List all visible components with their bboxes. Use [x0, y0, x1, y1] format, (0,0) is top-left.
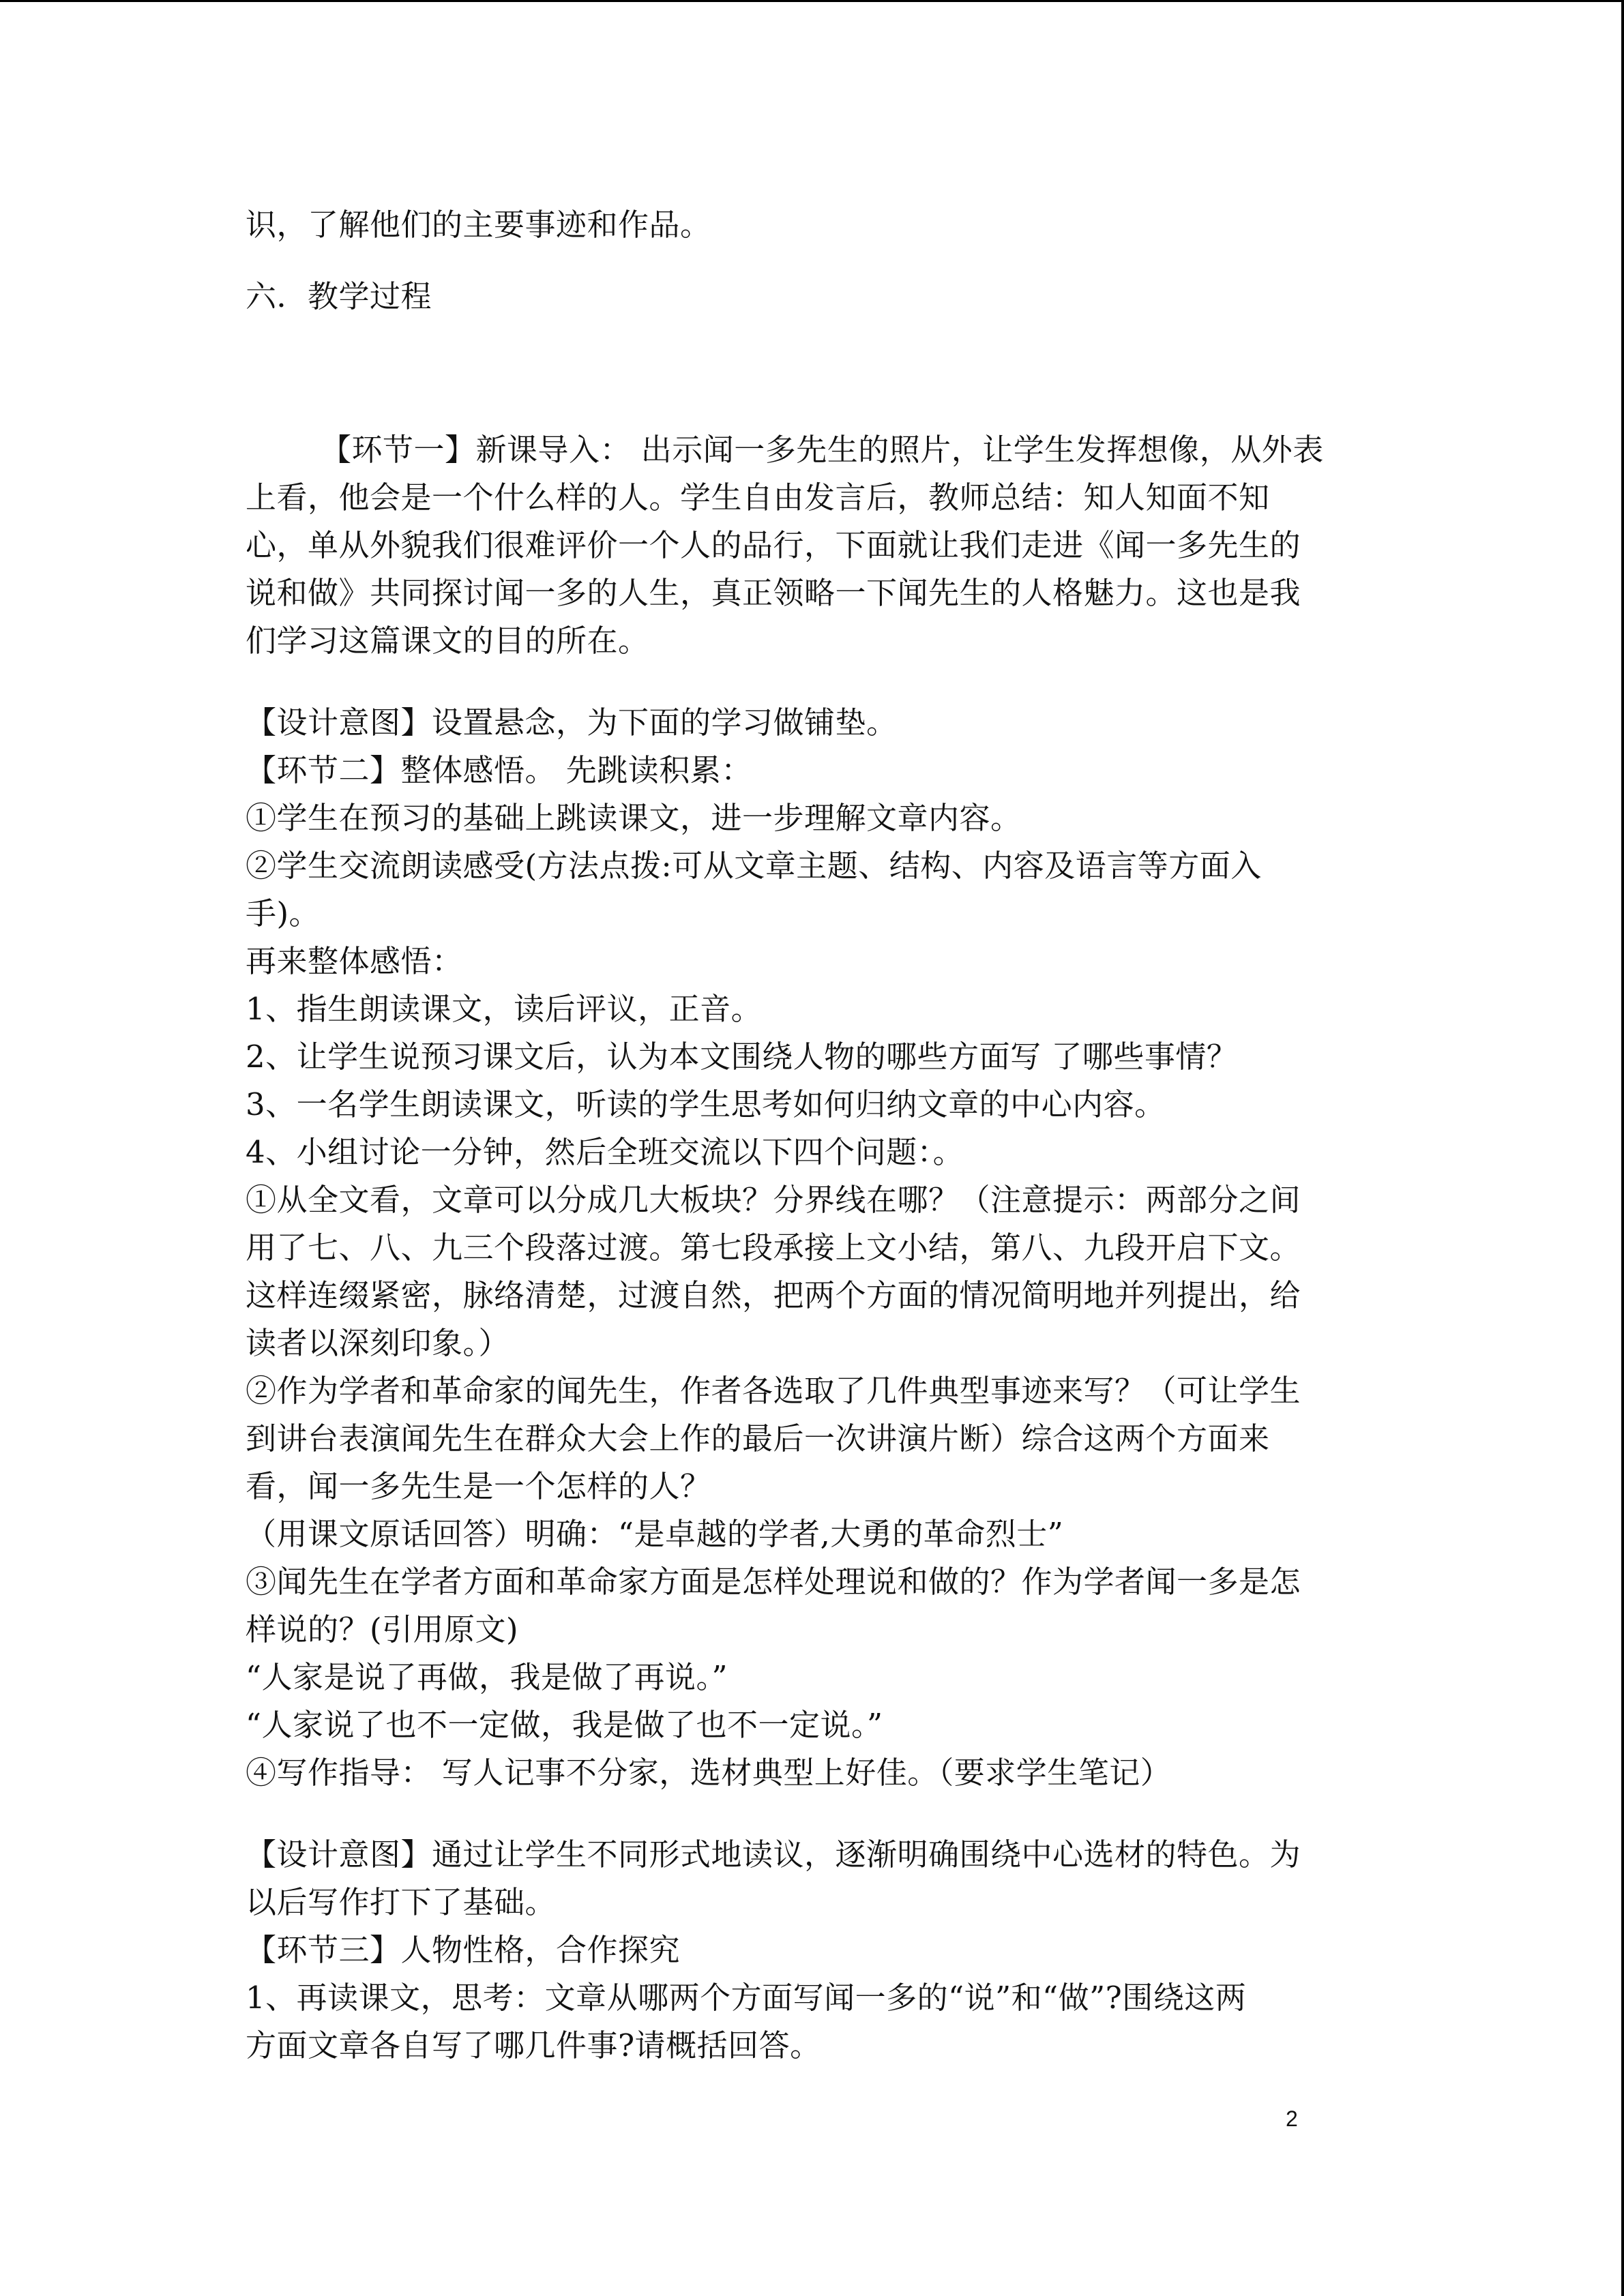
list-item: 1、指生朗读课文，读后评议，正音。 [246, 991, 763, 1027]
quote-line: “人家是说了再做，我是做了再说。” [246, 1659, 728, 1695]
text-line: 识，了解他们的主要事迹和作品。 [246, 207, 711, 243]
list-item: 样说的？(引用原文) [246, 1611, 519, 1648]
list-item: 2、让学生说预习课文后，认为本文围绕人物的哪些方面写 了哪些事情？ [246, 1039, 1238, 1075]
section-step-heading: 【环节二】整体感悟。 先跳读积累： [246, 752, 752, 788]
list-item: 这样连缀紧密，脉络清楚，过渡自然，把两个方面的情况简明地并列提出，给 [246, 1277, 1301, 1313]
section-heading: 六．教学过程 [246, 278, 432, 314]
design-intent-line: 【设计意图】设置悬念，为下面的学习做铺垫。 [246, 704, 898, 741]
paragraph-line: 心，单从外貌我们很难评价一个人的品行，下面就让我们走进《闻一多先生的 [246, 527, 1301, 563]
list-item: ④写作指导： 写人记事不分家，选材典型上好佳。（要求学生笔记） [246, 1755, 1172, 1791]
page-top-border [0, 0, 1624, 2]
list-item: ①从全文看，文章可以分成几大板块？分界线在哪？（注意提示：两部分之间 [246, 1182, 1301, 1218]
list-item: 1、再读课文，思考：文章从哪两个方面写闻一多的“说”和“做”?围绕这两 [246, 1980, 1247, 2016]
list-item: （用课文原话回答）明确：“是卓越的学者,大勇的革命烈士” [246, 1516, 1064, 1552]
paragraph-line: 【环节一】新课导入： 出示闻一多先生的照片，让学生发挥想像，从外表 [321, 432, 1324, 468]
list-item: 手)。 [246, 895, 321, 931]
text-line: 再来整体感悟： [246, 943, 463, 979]
list-item: 看，闻一多先生是一个怎样的人？ [246, 1468, 711, 1504]
list-item: 4、小组讨论一分钟，然后全班交流以下四个问题：。 [246, 1134, 964, 1170]
list-item: ③闻先生在学者方面和革命家方面是怎样处理说和做的？作为学者闻一多是怎 [246, 1564, 1301, 1600]
page-right-border [1621, 0, 1624, 2296]
paragraph-line: 上看，他会是一个什么样的人。学生自由发言后，教师总结：知人知面不知 [246, 479, 1270, 516]
list-item: ②学生交流朗读感受(方法点拨:可从文章主题、结构、内容及语言等方面入 [246, 848, 1262, 884]
section-step-heading: 【环节三】人物性格，合作探究 [246, 1932, 681, 1968]
list-item: 3、一名学生朗读课文，听读的学生思考如何归纳文章的中心内容。 [246, 1086, 1166, 1122]
page-number: 2 [1286, 2106, 1298, 2131]
paragraph-line: 们学习这篇课文的目的所在。 [246, 623, 649, 659]
list-item: ①学生在预习的基础上跳读课文，进一步理解文章内容。 [246, 800, 1022, 836]
paragraph-line: 说和做》共同探讨闻一多的人生，真正领略一下闻先生的人格魅力。这也是我 [246, 575, 1301, 611]
list-item: ②作为学者和革命家的闻先生，作者各选取了几件典型事迹来写？（可让学生 [246, 1373, 1301, 1409]
list-item: 到讲台表演闻先生在群众大会上作的最后一次讲演片断）综合这两个方面来 [246, 1420, 1270, 1457]
quote-line: “人家说了也不一定做，我是做了也不一定说。” [246, 1707, 883, 1743]
design-intent-line: 以后写作打下了基础。 [246, 1884, 557, 1920]
design-intent-line: 【设计意图】通过让学生不同形式地读议，逐渐明确围绕中心选材的特色。为 [246, 1836, 1301, 1873]
list-item: 读者以深刻印象。） [246, 1325, 510, 1361]
list-item: 用了七、八、九三个段落过渡。第七段承接上文小结，第八、九段开启下文。 [246, 1229, 1301, 1266]
list-item: 方面文章各自写了哪几件事?请概括回答。 [246, 2027, 821, 2063]
